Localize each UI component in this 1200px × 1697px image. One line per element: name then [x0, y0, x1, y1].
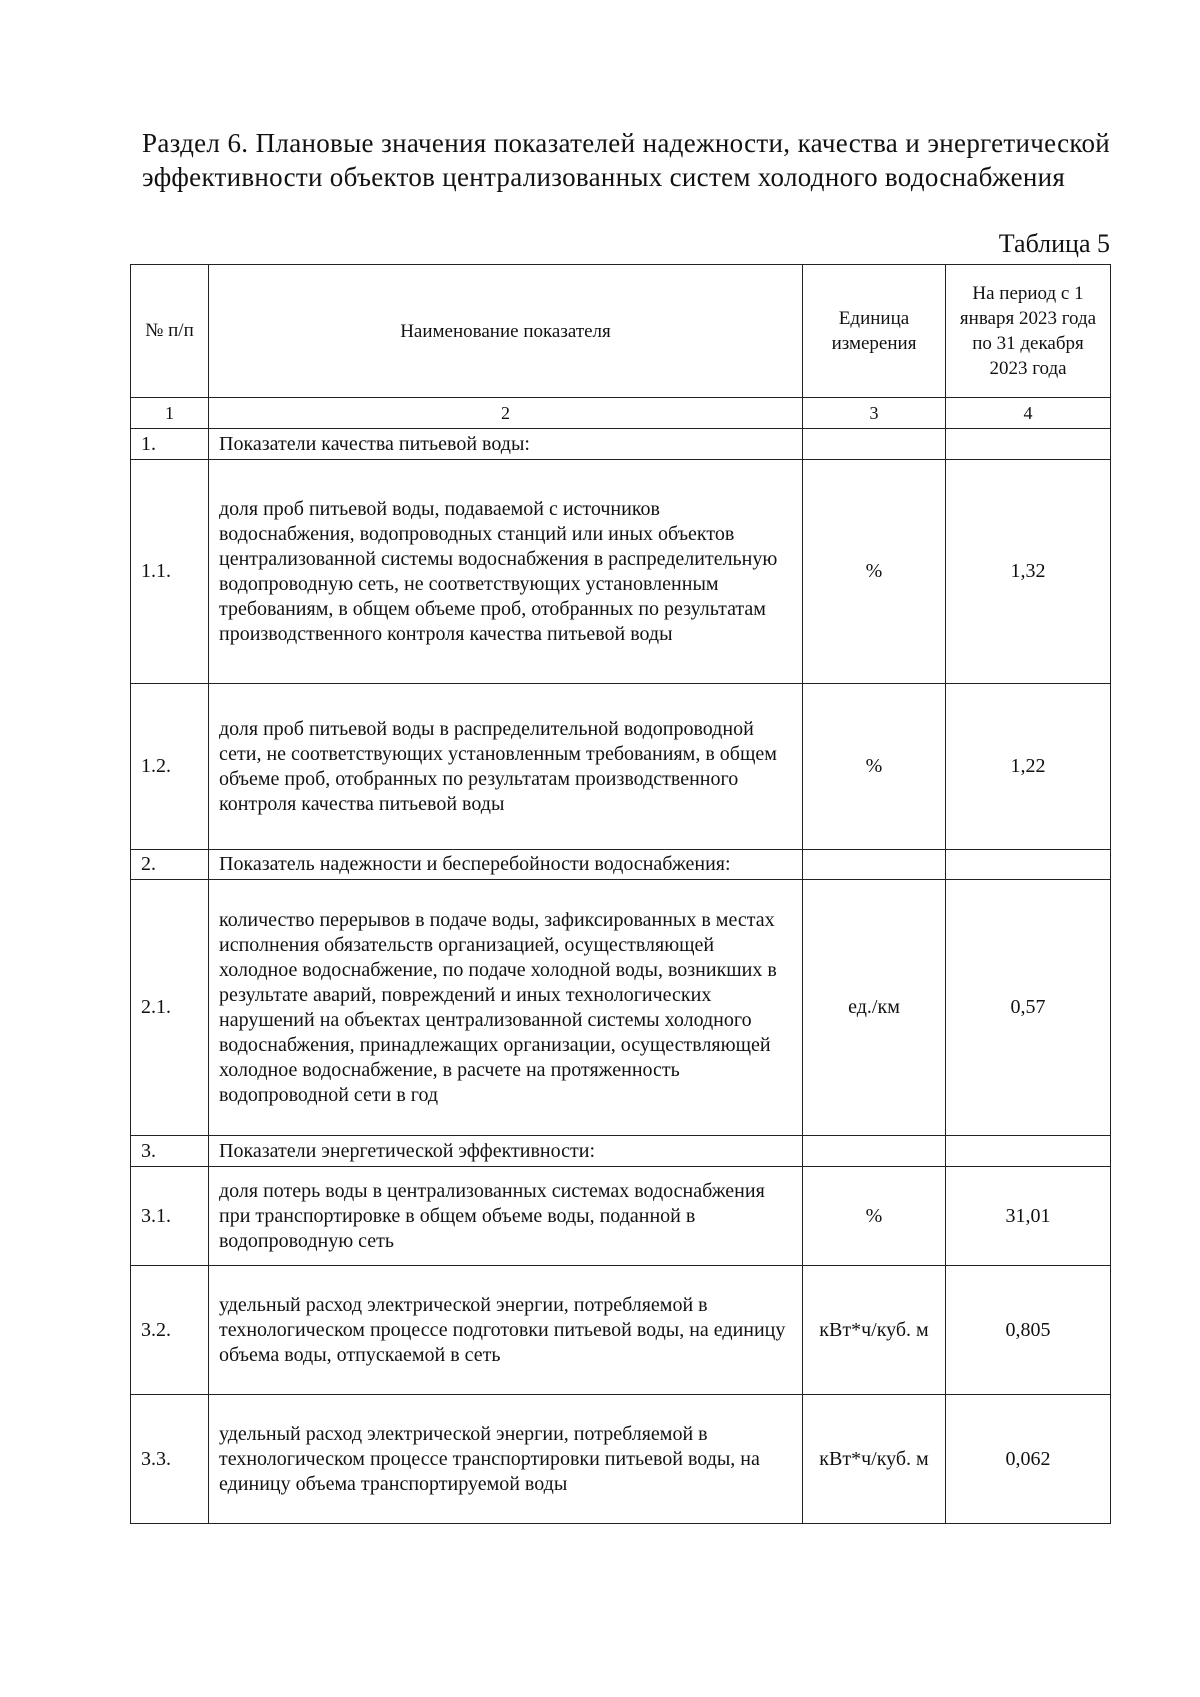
table-row — [131, 429, 1111, 460]
header-name: Наименование показателя — [209, 265, 803, 398]
row-num: 2.1. — [131, 880, 209, 1136]
header-period: На период с 1 января 2023 года по 31 декабря 2023 года — [946, 265, 1111, 398]
row-name: доля потерь воды в централизованных системах водоснабжения при транспортировке в общем объеме воды, поданной в водопроводную сеть — [209, 1167, 803, 1266]
row-value — [946, 429, 1111, 460]
row-name: удельный расход электрической энергии, потребляемой в технологическом процессе транспортировки питьевой воды, на единицу объема транспортируемой воды — [209, 1395, 803, 1524]
row-value: 0,062 — [946, 1395, 1111, 1524]
row-num: 1. — [131, 429, 209, 460]
row-num: 3.3. — [131, 1395, 209, 1524]
row-value: 0,805 — [946, 1266, 1111, 1395]
row-value — [946, 1136, 1111, 1167]
row-num: 3.1. — [131, 1167, 209, 1266]
column-number: 2 — [209, 398, 803, 429]
row-name: Показатели качества питьевой воды: — [209, 429, 803, 460]
column-number: 4 — [946, 398, 1111, 429]
table-header-row — [131, 265, 1111, 398]
row-value: 31,01 — [946, 1167, 1111, 1266]
row-num: 1.1. — [131, 460, 209, 684]
column-number-row — [131, 398, 1111, 429]
row-name: Показатель надежности и бесперебойности водоснабжения: — [209, 850, 803, 880]
row-num: 3. — [131, 1136, 209, 1167]
row-name: количество перерывов в подаче воды, зафиксированных в местах исполнения обязательств организацией, осуществляющей холодное водоснабжение, по подаче холодной воды, возникших в результате аварий, повреждений и иных технологических нарушений на объектах централизованной системы холодного водоснабжения, принадлежащих организации, осуществляющей холодное водоснабжение, в расчете на протяженность водопроводной сети в год — [209, 880, 803, 1136]
row-unit — [803, 429, 946, 460]
row-value — [946, 850, 1111, 880]
row-name: Показатели энергетической эффективности: — [209, 1136, 803, 1167]
row-value: 0,57 — [946, 880, 1111, 1136]
row-name: доля проб питьевой воды в распределительной водопроводной сети, не соответствующих установленным требованиям, в общем объеме проб, отобранных по результатам производственного контроля качества питьевой воды — [209, 684, 803, 850]
row-value: 1,32 — [946, 460, 1111, 684]
row-num: 2. — [131, 850, 209, 880]
row-name: доля проб питьевой воды, подаваемой с источников водоснабжения, водопроводных станций или иных объектов централизованной системы водоснабжения в распределительную водопроводную сеть, не соответствующих установленным требованиям, в общем объеме проб, отобранных по результатам производственного контроля качества питьевой воды — [209, 460, 803, 684]
row-name: удельный расход электрической энергии, потребляемой в технологическом процессе подготовки питьевой воды, на единицу объема воды, отпускаемой в сеть — [209, 1266, 803, 1395]
row-unit: % — [803, 460, 946, 684]
row-num: 1.2. — [131, 684, 209, 850]
table-row — [131, 1266, 1111, 1395]
section-heading: Раздел 6. Плановые значения показателей надежности, качества и энергетической эффективности объектов централизованных систем холодного водоснабжения — [142, 128, 1110, 192]
row-unit: кВт*ч/куб. м — [803, 1266, 946, 1395]
row-unit — [803, 850, 946, 880]
row-unit: % — [803, 684, 946, 850]
indicators-table — [130, 264, 1111, 1524]
table-row — [131, 1167, 1111, 1266]
table-row — [131, 1395, 1111, 1524]
row-unit: кВт*ч/куб. м — [803, 1395, 946, 1524]
table-row — [131, 850, 1111, 880]
row-unit: ед./км — [803, 880, 946, 1136]
row-value: 1,22 — [946, 684, 1111, 850]
column-number: 1 — [131, 398, 209, 429]
row-num: 3.2. — [131, 1266, 209, 1395]
header-num: № п/п — [131, 265, 209, 398]
row-unit: % — [803, 1167, 946, 1266]
table-row — [131, 460, 1111, 684]
column-number: 3 — [803, 398, 946, 429]
table-row — [131, 880, 1111, 1136]
header-unit: Единица измерения — [803, 265, 946, 398]
table-caption: Таблица 5 — [998, 229, 1110, 258]
table-row — [131, 1136, 1111, 1167]
row-unit — [803, 1136, 946, 1167]
table-row — [131, 684, 1111, 850]
